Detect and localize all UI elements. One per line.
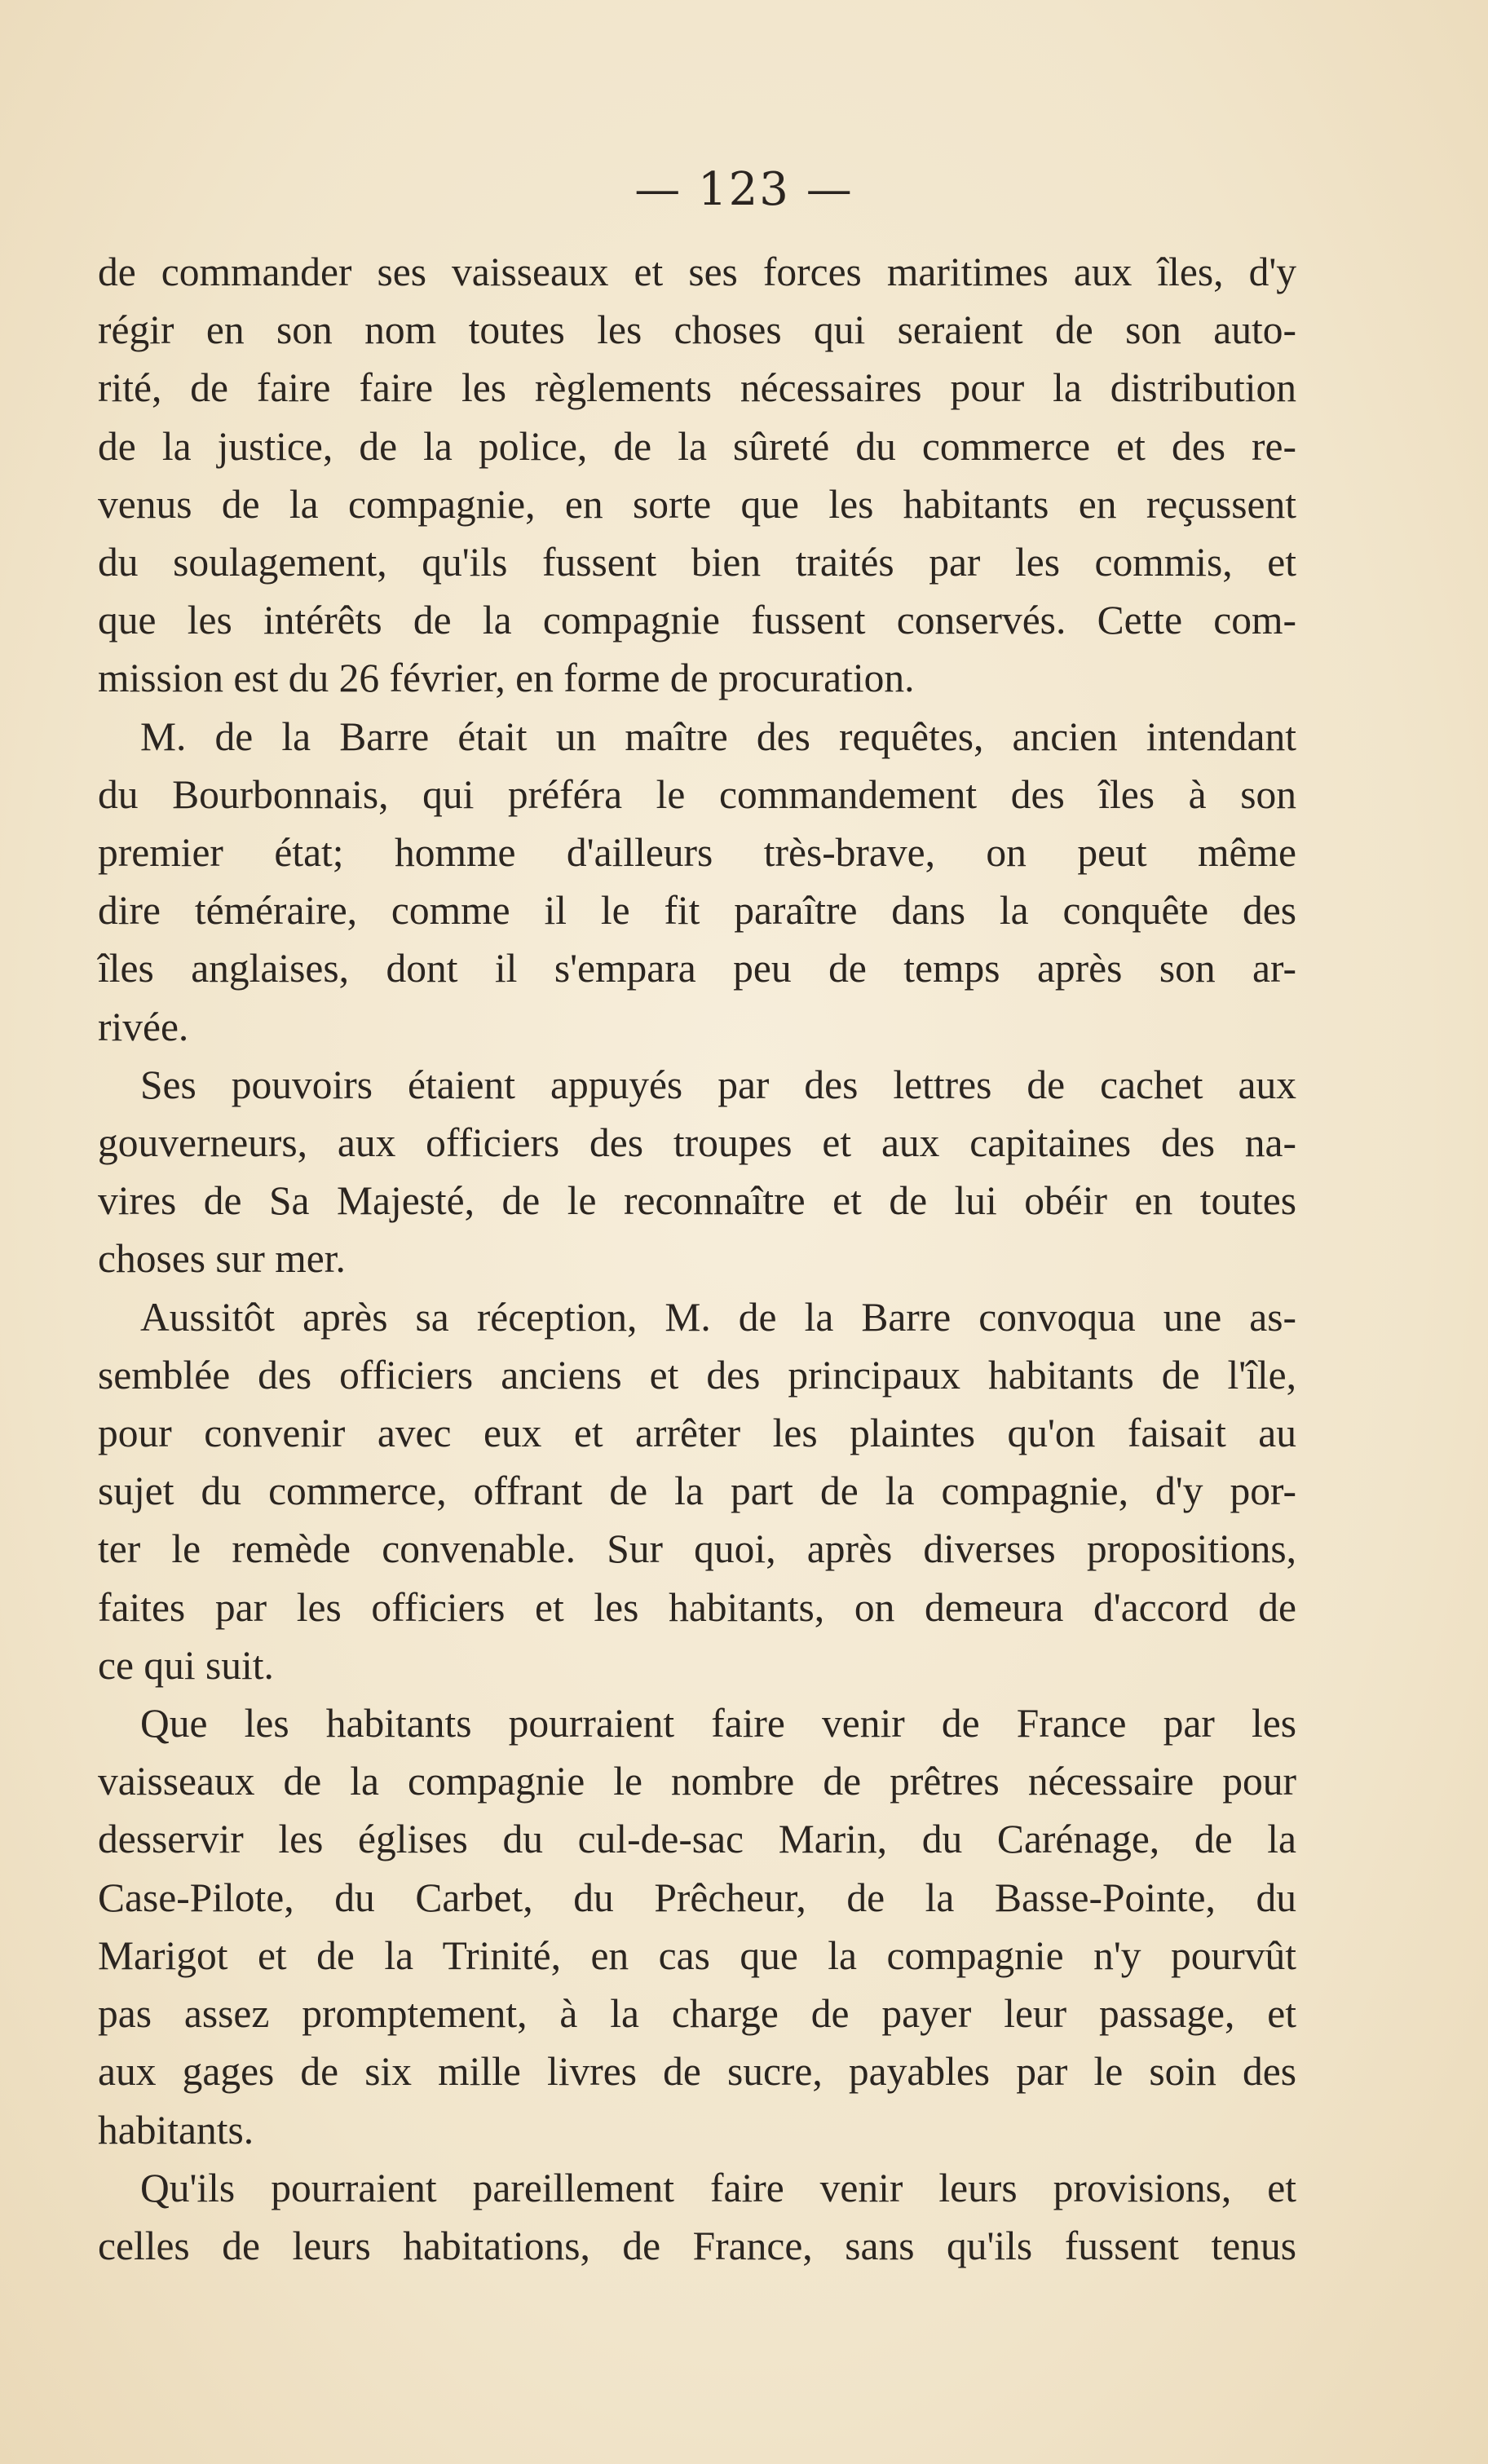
paragraph — [98, 1288, 1296, 1694]
text-line: Marigot et de la Trinité, en cas que la compagnie n'y pourvût — [98, 1932, 1296, 1978]
text-line: vires de Sa Majesté, de le reconnaître et de lui obéir en toutes — [98, 1178, 1296, 1224]
text-line: faites par les officiers et les habitants, on demeura d'accord de — [98, 1584, 1296, 1630]
text-line: pas assez promptement, à la charge de payer leur passage, et — [98, 1991, 1296, 2037]
text-line: dire téméraire, comme il le fit paraître dans la conquête des — [98, 888, 1296, 934]
text-line: choses sur mer. — [98, 1236, 346, 1282]
text-line: Ses pouvoirs étaient appuyés par des lettres de cachet aux — [140, 1062, 1296, 1107]
text-line: mission est du 26 février, en forme de procuration. — [98, 656, 915, 701]
text-line: de commander ses vaisseaux et ses forces maritimes aux îles, d'y — [98, 249, 1296, 294]
text-line: Qu'ils pourraient pareillement faire venir leurs provisions, et — [140, 2165, 1296, 2210]
text-line: semblée des officiers anciens et des principaux habitants de l'île, — [98, 1352, 1296, 1398]
text-line: gouverneurs, aux officiers des troupes et aux capitaines des na- — [98, 1120, 1296, 1166]
paragraph — [98, 2159, 1296, 2275]
paragraph — [98, 1694, 1296, 2159]
text-line: du Bourbonnais, qui préféra le commandement des îles à son — [98, 771, 1296, 817]
text-line: ter le remède convenable. Sur quoi, après diverses propositions, — [98, 1526, 1296, 1572]
body-text — [98, 243, 1296, 2275]
text-line: de la justice, de la police, de la sûreté du commerce et des re- — [98, 423, 1296, 469]
text-line: rivée. — [98, 1004, 189, 1049]
text-line: celles de leurs habitations, de France, sans qu'ils fussent tenus — [98, 2223, 1296, 2268]
paragraph — [98, 708, 1296, 1056]
text-line: vaisseaux de la compagnie le nombre de prêtres nécessaire pour — [98, 1759, 1296, 1804]
text-line: venus de la compagnie, en sorte que les habitants en reçussent — [98, 481, 1296, 527]
text-line: aux gages de six mille livres de sucre, payables par le soin des — [98, 2049, 1296, 2095]
text-line: îles anglaises, dont il s'empara peu de temps après son ar- — [98, 946, 1296, 991]
text-line: premier état; homme d'ailleurs très-brave, on peut même — [98, 830, 1296, 876]
text-line: habitants. — [98, 2107, 254, 2153]
text-line: du soulagement, qu'ils fussent bien traités par les commis, et — [98, 540, 1296, 585]
text-line: Case-Pilote, du Carbet, du Prêcheur, de la Basse-Pointe, du — [98, 1874, 1296, 1920]
text-line: desservir les églises du cul-de-sac Marin, du Carénage, de la — [98, 1817, 1296, 1862]
text-line: sujet du commerce, offrant de la part de la compagnie, d'y por- — [98, 1468, 1296, 1514]
paragraph — [98, 243, 1296, 708]
text-line: régir en son nom toutes les choses qui seraient de son auto- — [98, 307, 1296, 353]
page-number: — 123 — — [634, 163, 854, 216]
text-line: M. de la Barre était un maître des requêtes, ancien intendant — [140, 713, 1296, 759]
text-line: pour convenir avec eux et arrêter les plaintes qu'on faisait au — [98, 1411, 1296, 1456]
text-line: que les intérêts de la compagnie fussent conservés. Cette com- — [98, 598, 1296, 643]
text-line: rité, de faire faire les règlements nécessaires pour la distribution — [98, 365, 1296, 411]
text-line: Que les habitants pourraient faire venir de France par les — [140, 1701, 1296, 1746]
paragraph — [98, 1056, 1296, 1288]
text-line: ce qui suit. — [98, 1642, 274, 1688]
text-line: Aussitôt après sa réception, M. de la Barre convoqua une as- — [140, 1294, 1296, 1340]
